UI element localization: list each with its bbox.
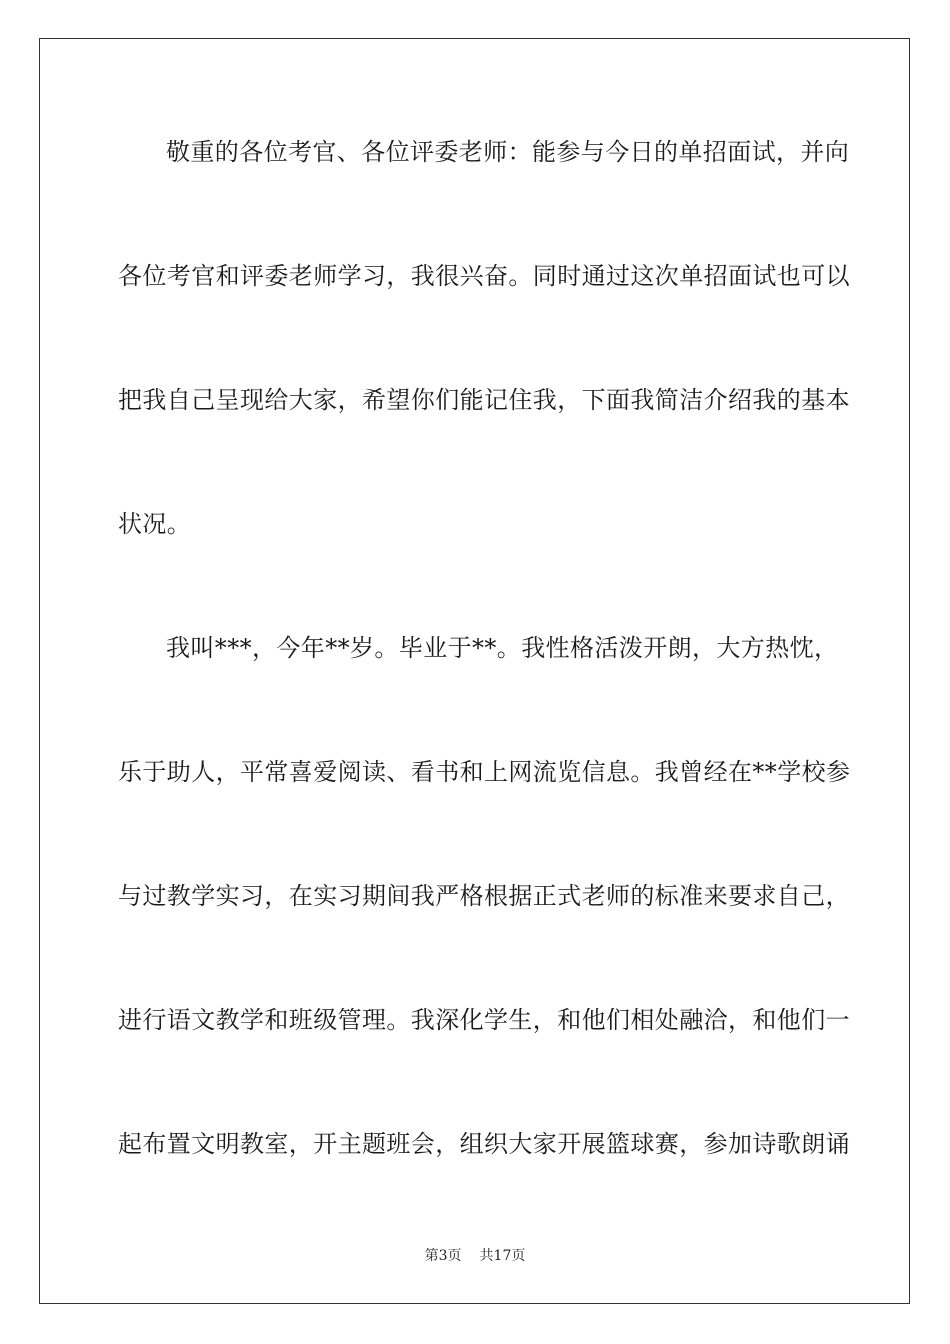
page-border xyxy=(39,38,910,1304)
text-line: 状况。 xyxy=(118,510,192,538)
text-line: 敬重的各位考官、各位评委老师：能参与今日的单招面试，并向 xyxy=(166,138,850,166)
text-line: 我叫***，今年**岁。毕业于**。我性格活泼开朗，大方热忱， xyxy=(166,634,839,662)
text-line: 与过教学实习，在实习期间我严格根据正式老师的标准来要求自己， xyxy=(118,882,850,910)
text-line: 各位考官和评委老师学习，我很兴奋。同时通过这次单招面试也可以 xyxy=(118,262,850,290)
page-number: 第3页 xyxy=(424,1248,462,1264)
page-footer xyxy=(0,1246,950,1266)
text-line: 进行语文教学和班级管理。我深化学生，和他们相处融洽，和他们一 xyxy=(118,1006,850,1034)
text-line: 把我自己呈现给大家，希望你们能记住我，下面我简洁介绍我的基本 xyxy=(118,386,850,414)
text-line: 乐于助人，平常喜爱阅读、看书和上网流览信息。我曾经在**学校参 xyxy=(118,758,851,786)
text-line: 起布置文明教室，开主题班会，组织大家开展篮球赛，参加诗歌朗诵 xyxy=(118,1130,850,1158)
page-total: 共17页 xyxy=(479,1248,526,1264)
